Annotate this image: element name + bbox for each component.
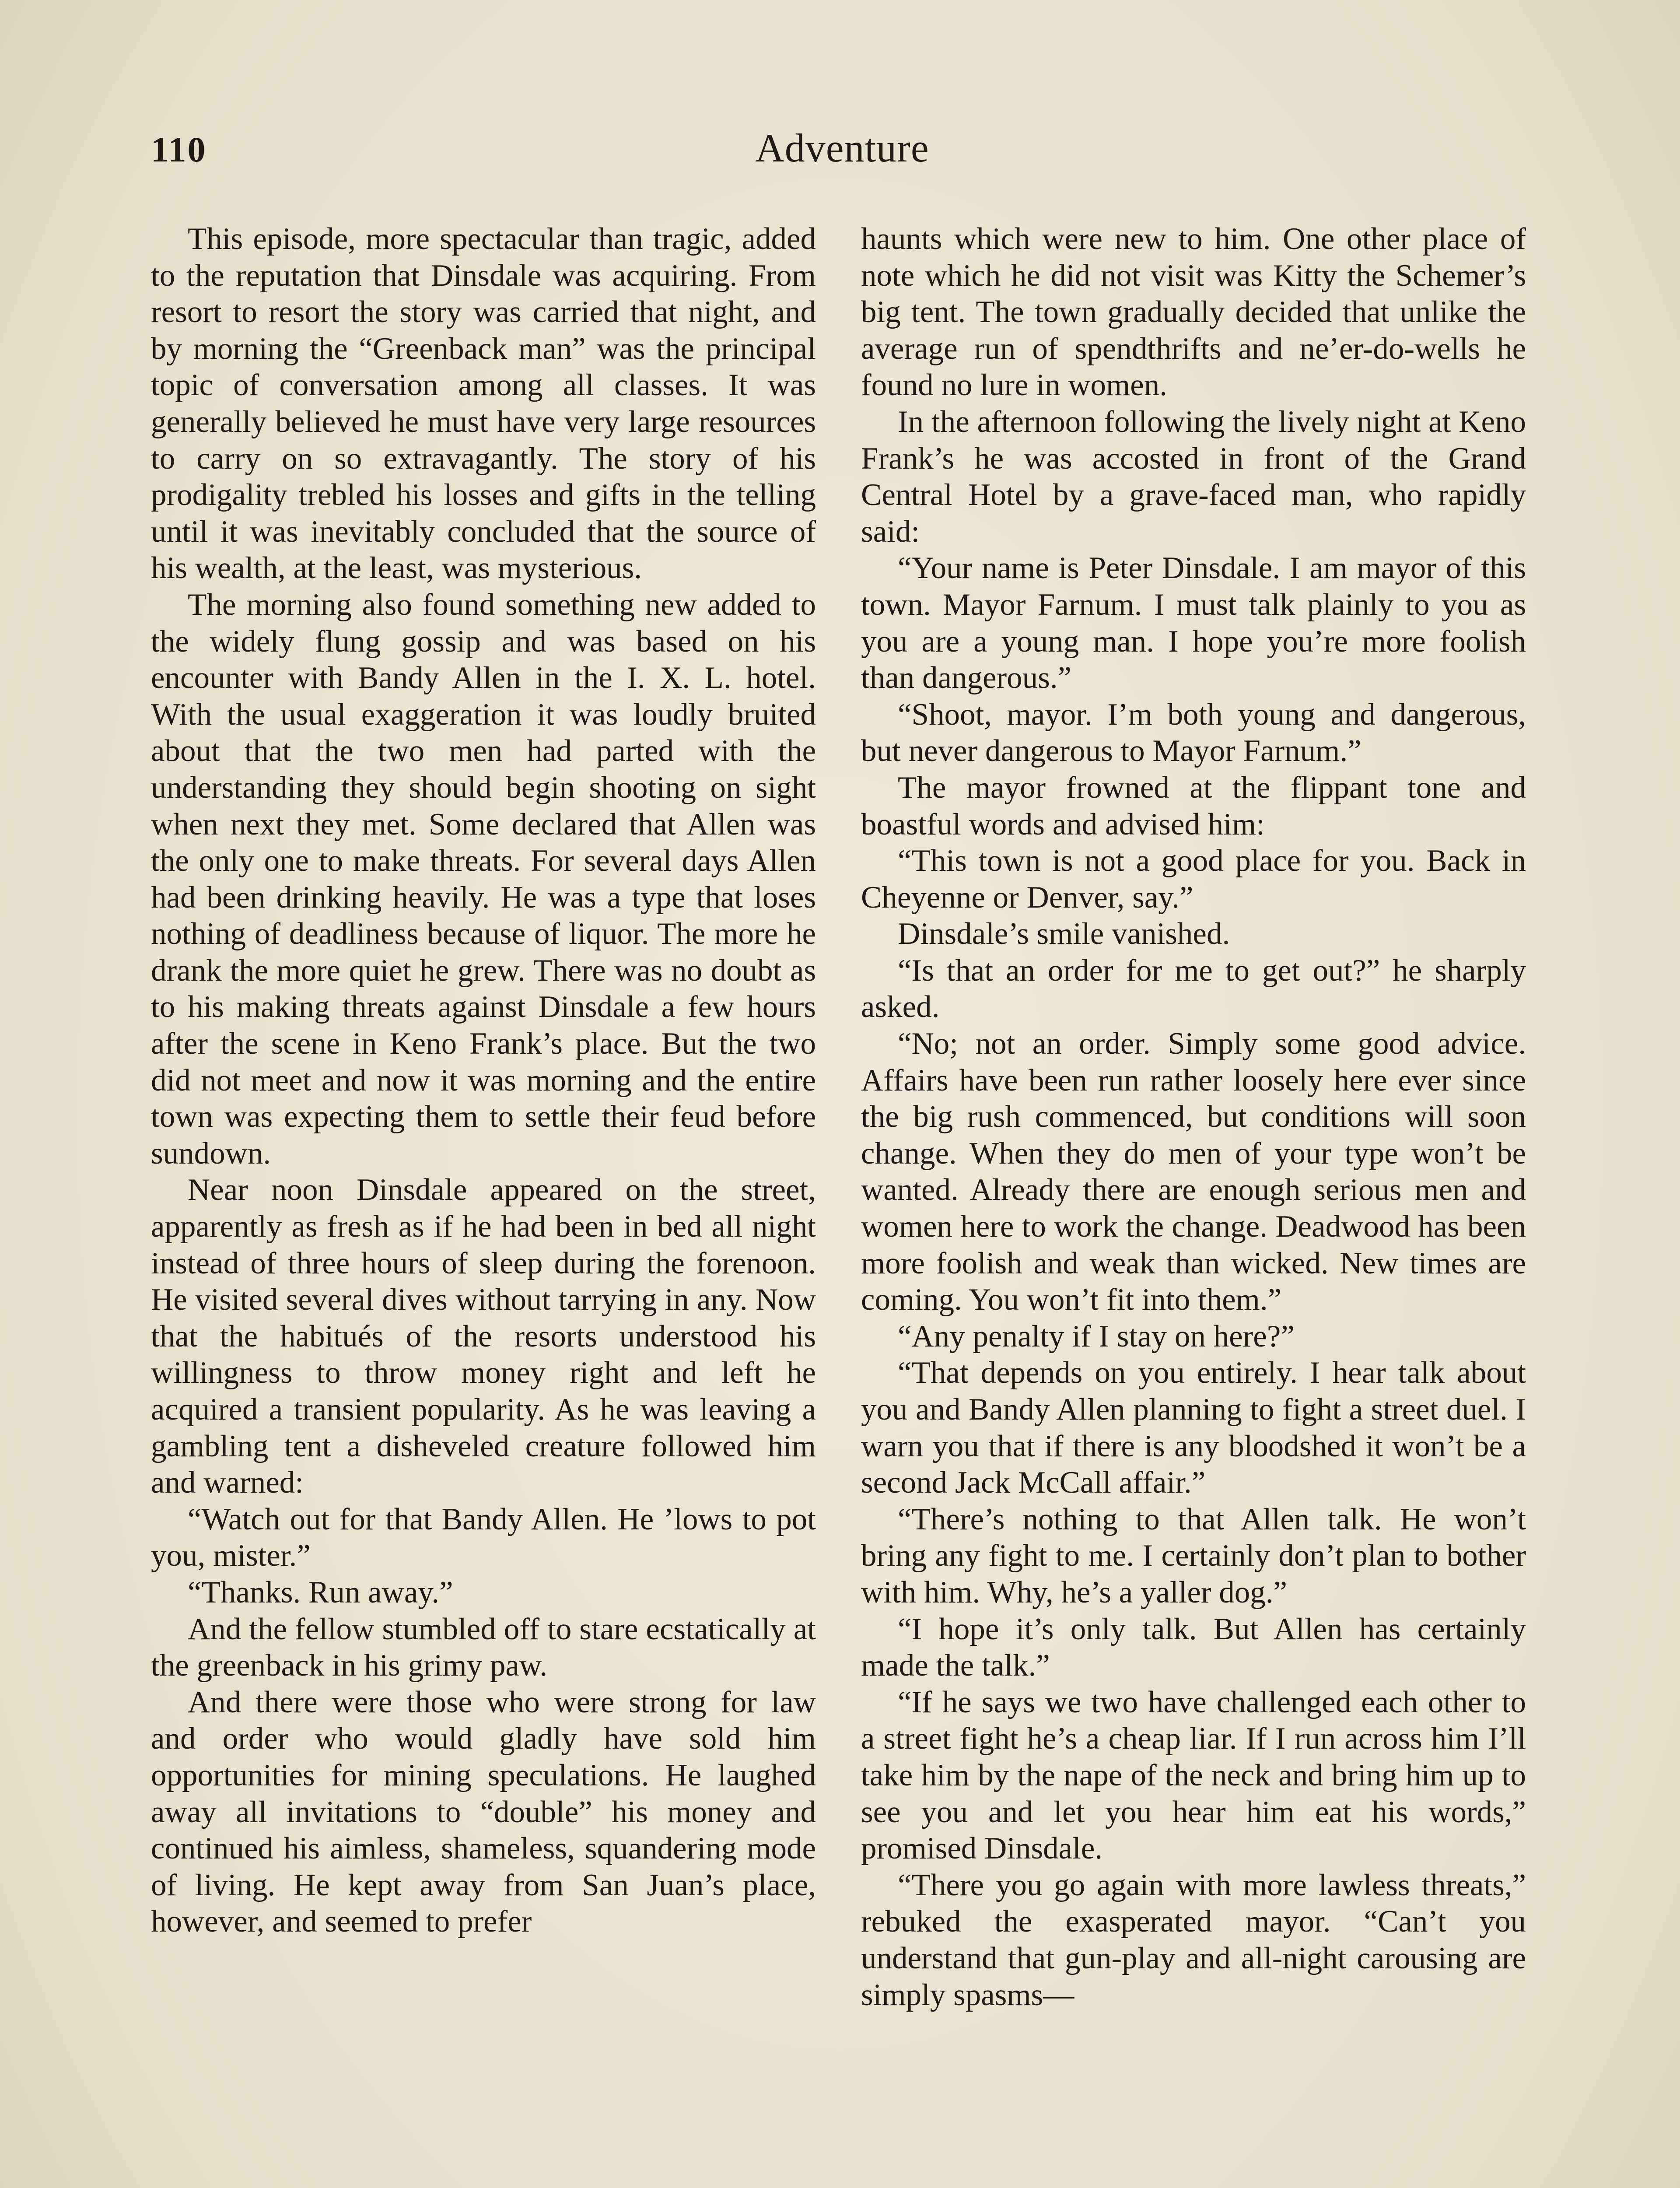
paragraph: “That depends on you entirely. I hear talk about you and Bandy Allen planning to fight a street duel. I warn you that if there is any bloodshed it won’t be a second Jack McCall affair.” bbox=[861, 1356, 1526, 1500]
page-header bbox=[151, 125, 1533, 186]
paragraph: “This town is not a good place for you. Back in Cheyenne or Denver, say.” bbox=[861, 844, 1526, 915]
paragraph: This episode, more spectacular than tragic, added to the reputation that Dinsdale was acquiring. From resort to resort the story was carried that night, and by morning the “Greenback man” was the principal topic of conversation among all classes. It was generally believed he must have very large resources to carry on so extravagantly. The story of his prodigality trebled his losses and gifts in the telling until it was inevitably concluded that the source of his wealth, at the least, was mysterious. bbox=[151, 222, 816, 586]
paragraph: “There’s nothing to that Allen talk. He won’t bring any fight to me. I certainly don’t plan to bother with him. Why, he’s a yaller dog.” bbox=[861, 1502, 1526, 1609]
page-number: 110 bbox=[151, 130, 207, 169]
paragraph: “If he says we two have challenged each other to a street fight he’s a cheap liar. If I run across him I’ll take him by the nape of the neck and bring him up to see you and let you hear him eat his words,” promised Dinsdale. bbox=[861, 1685, 1526, 1866]
paragraph: “Any penalty if I stay on here?” bbox=[898, 1319, 1295, 1353]
paragraph: In the afternoon following the lively night at Keno Frank’s he was accosted in front of the Grand Central Hotel by a grave-faced man, who rapidly said: bbox=[861, 404, 1526, 549]
running-title: Adventure bbox=[755, 126, 929, 170]
paragraph: “I hope it’s only talk. But Allen has certainly made the talk.” bbox=[861, 1612, 1526, 1683]
paragraph: And the fellow stumbled off to stare ecstatically at the greenback in his grimy paw. bbox=[151, 1612, 816, 1683]
left-column bbox=[151, 221, 816, 1940]
paragraph: The morning also found something new added to the widely flung gossip and was based on his encounter with Bandy Allen in the I. X. L. hotel. With the usual exaggeration it was loudly bruited about that the two men had parted with the understanding they should begin shooting on sight when next they met. Some declared that Allen was the only one to make threats. For several days Allen had been drinking heavily. He was a type that loses nothing of deadliness because of liquor. The more he drank the more quiet he grew. There was no doubt as to his making threats against Dinsdale a few hours after the scene in Keno Frank’s place. But the two did not meet and now it was morning and the entire town was expecting them to settle their feud before sundown. bbox=[151, 587, 816, 1171]
paragraph: “There you go again with more lawless threats,” rebuked the exasperated mayor. “Can’t you understand that gun-play and all-night carousing are simply spasms— bbox=[861, 1868, 1526, 2012]
paragraph: “Is that an order for me to get out?” he sharply asked. bbox=[861, 953, 1526, 1024]
paragraph: And there were those who were strong for law and order who would gladly have sold him opportunities for mining speculations. He laughed away all invitations to “double” his money and continued his aimless, shameless, squandering mode of living. He kept away from San Juan’s place, however, and seemed to prefer bbox=[151, 1685, 816, 1939]
paragraph: Dinsdale’s smile vanished. bbox=[898, 917, 1230, 951]
paragraph: “Shoot, mayor. I’m both young and dangerous, but never dangerous to Mayor Farnum.” bbox=[861, 697, 1526, 768]
paragraph: “Your name is Peter Dinsdale. I am mayor of this town. Mayor Farnum. I must talk plainly to you as you are a young man. I hope you’re more foolish than dangerous.” bbox=[861, 551, 1526, 695]
paragraph: “Watch out for that Bandy Allen. He ’lows to pot you, mister.” bbox=[151, 1502, 816, 1573]
paragraph: Near noon Dinsdale appeared on the street, apparently as fresh as if he had been in bed all night instead of three hours of sleep during the forenoon. He visited several dives without tarrying in any. Now that the habitués of the resorts understood his willingness to throw money right and left he acquired a transient popularity. As he was leaving a gambling tent a disheveled creature followed him and warned: bbox=[151, 1173, 816, 1500]
paragraph: The mayor frowned at the flippant tone and boastful words and advised him: bbox=[861, 770, 1526, 842]
paragraph: “No; not an order. Simply some good advice. Affairs have been run rather loosely here ever since the big rush commenced, but conditions will soon change. When they do men of your type won’t be wanted. Already there are enough serious men and women here to work the change. Deadwood has been more foolish and weak than wicked. New times are coming. You won’t fit into them.” bbox=[861, 1027, 1526, 1317]
paragraph-continuation: haunts which were new to him. One other place of note which he did not visit was Kitty the Schemer’s big tent. The town gradually decided that unlike the average run of spendthrifts and ne’er-do-wells he found no lure in women. bbox=[861, 222, 1526, 403]
right-column bbox=[861, 221, 1526, 2013]
paragraph: “Thanks. Run away.” bbox=[188, 1575, 453, 1609]
